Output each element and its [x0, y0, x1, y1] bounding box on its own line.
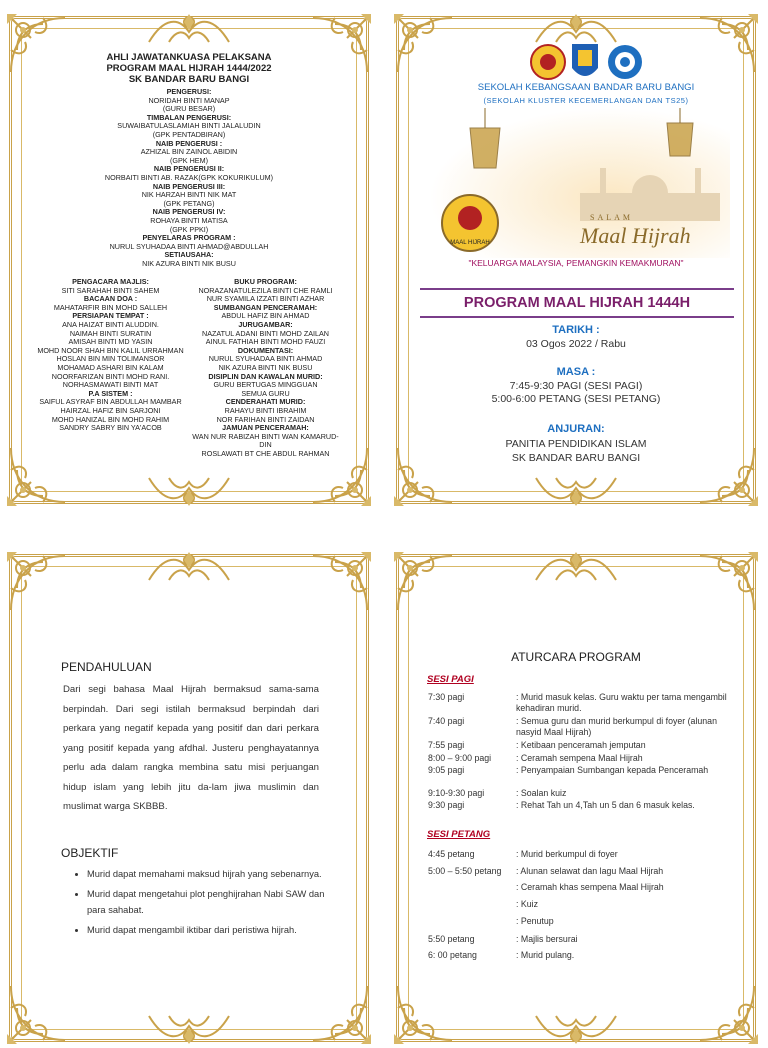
scroll-ornament-icon: [144, 550, 234, 590]
schedule-time: 4:45 petang: [428, 849, 475, 859]
list-item: • Murid dapat memahami maksud hijrah yang sebenarnya.: [87, 866, 337, 883]
committee-member: NAZATUL ADANI BINTI MOHD ZAILAN: [202, 328, 329, 338]
committee-member: SEMUA GURU: [241, 388, 290, 398]
committee-member: NIK HARZAH BINTI NIK MAT: [141, 190, 237, 200]
schedule-time: 9:10-9:30 pagi: [428, 788, 485, 798]
committee-role: PENYELARAS PROGRAM :: [142, 233, 236, 243]
committee-member: MAHATARFIR BIN MOHD SALLEH: [53, 302, 168, 312]
title-line: AHLI JAWATANKUASA PELAKSANA: [106, 52, 272, 63]
date-label: TARIKH :: [552, 324, 600, 336]
cover-panel: [390, 10, 762, 510]
committee-member: AZHIZAL BIN ZAINOL ABIDIN: [140, 147, 238, 157]
committee-member: NORHASMAWATI BINTI MAT: [62, 380, 159, 390]
introduction-text: Dari segi bahasa Maal Hijrah bermaksud sama-sama berpindah. Dari segi istilah bermaksud berpindah dari perkara yang negatif kepada yang positif dan dari perkara yang positif kepada yang afdhal. Justeru penghayatannya perlu ada dalam rangka membina satu misi perjuangan hidup islam yang lebih jitu da-lam jiwa muslimin dan muslimat warga SKBBB.: [63, 684, 319, 812]
schedule-activity: : Murid masuk kelas. Guru waktu per tama mengambil kehadiran murid.: [516, 692, 727, 713]
committee-role: JAMUAN PENCERAMAH:: [222, 423, 309, 433]
committee-role: NAIB PENGERUSI :: [155, 138, 223, 148]
schedule-time: 8:00 – 9:00 pagi: [428, 753, 492, 763]
committee-member: (GPK PPKI): [169, 224, 209, 234]
organizer-line-1: PANITIA PENDIDIKAN ISLAM: [505, 438, 647, 450]
schedule-activity: : Penyampaian Sumbangan kepada Penceramah: [516, 765, 709, 775]
scroll-ornament-icon: [144, 12, 234, 52]
scroll-ornament-icon: [531, 1006, 621, 1046]
program-title: PROGRAM MAAL HIJRAH 1444H: [420, 288, 734, 318]
time-label: MASA :: [556, 366, 596, 378]
committee-member: SAIFUL ASYRAF BIN ABDULLAH MAMBAR: [39, 397, 182, 407]
schedule-time: 5:50 petang: [428, 934, 475, 944]
objective-heading: OBJEKTIF: [61, 846, 119, 860]
schedule-activity: : Murid pulang.: [516, 950, 575, 960]
list-item: • Murid dapat mengambil iktibar dari peristiwa hijrah.: [87, 922, 337, 939]
scroll-ornament-icon: [144, 468, 234, 508]
committee-role: PENGERUSI:: [166, 87, 212, 96]
committee-member: ABDUL HAFIZ BIN AHMAD: [221, 311, 310, 321]
committee-member: (GPK PENTADBIRAN): [152, 129, 226, 139]
committee-role: NAIB PENGERUSI II:: [153, 164, 225, 174]
committee-title: [63, 52, 315, 85]
committee-role: NAIB PENGERUSI IV:: [152, 207, 226, 217]
committee-role: SETIAUSAHA:: [164, 250, 214, 260]
committee-member: (GURU BESAR): [162, 104, 216, 114]
committee-member: MOHD HANIZAL BIN MOHD RAHIM: [51, 414, 170, 424]
corner-ornament-icon: [390, 10, 460, 80]
committee-role: CENDERAHATI MURID:: [225, 397, 306, 407]
corner-ornament-icon: [305, 10, 375, 80]
committee-role: P.A SISTEM :: [88, 388, 133, 398]
committee-member: ROSLAWATI BT CHE ABDUL RAHMAN: [201, 448, 330, 458]
committee-panel: [3, 10, 375, 510]
maal-hijrah-badge-icon: [442, 195, 498, 251]
committee-role: PERSIAPAN TEMPAT :: [72, 311, 149, 321]
committee-member: HAIRZAL HAFIZ BIN SARJONI: [60, 405, 161, 415]
schedule-activity: : Kuiz: [516, 899, 539, 909]
committee-member: SANDRY SABRY BIN YA'ACOB: [59, 423, 162, 433]
schedule-time: 9:30 pagi: [428, 800, 465, 810]
date-value: 03 Ogos 2022 / Rabu: [526, 338, 626, 350]
schedule-time: 7:40 pagi: [428, 716, 465, 726]
title-line: SK BANDAR BARU BANGI: [128, 74, 250, 85]
schedule-activity: : Soalan kuiz: [516, 788, 567, 798]
committee-member: AMISAH BINTI MD YASIN: [68, 337, 153, 347]
schedule-heading: ATURCARA PROGRAM: [511, 650, 641, 664]
committee-role: SUMBANGAN PENCERAMAH:: [213, 302, 318, 312]
committee-member: NORIDAH BINTI MANAP: [148, 95, 230, 105]
scroll-ornament-icon: [531, 12, 621, 52]
schedule-time: 6: 00 petang: [428, 950, 477, 960]
school-name: SEKOLAH KEBANGSAAN BANDAR BARU BANGI: [477, 82, 695, 93]
committee-member: NURUL SYUHADAA BINTI AHMAD@ABDULLAH: [109, 241, 269, 251]
committee-member: NIK AZURA BINTI NIK BUSU: [218, 362, 313, 372]
corner-ornament-icon: [305, 440, 375, 510]
committee-member: NURUL SYUHADAA BINTI AHMAD: [208, 354, 323, 364]
committee-role: JURUGAMBAR:: [238, 319, 293, 329]
corner-ornament-icon: [390, 548, 460, 618]
committee-member: HOSLAN BIN MIN TOLIMANSOR: [56, 354, 165, 364]
corner-ornament-icon: [390, 440, 460, 510]
committee-role: NAIB PENGERUSI III:: [152, 181, 226, 191]
schedule-activity: : Majlis bersurai: [516, 934, 578, 944]
maal-hijrah-banner: [430, 108, 730, 258]
schedule-activity: : Rehat Tah un 4,Tah un 5 dan 6 masuk kelas.: [516, 800, 695, 810]
title-line: PROGRAM MAAL HIJRAH 1444/2022: [106, 63, 272, 74]
committee-role: BACAAN DOA :: [83, 294, 138, 304]
committee-member: SUWAIBATULASLAMIAH BINTI JALALUDIN: [117, 121, 261, 131]
badge-label: MAAL HIJRAH: [450, 240, 490, 246]
committee-right-column: [188, 278, 343, 458]
corner-ornament-icon: [305, 978, 375, 1048]
committee-role: PENGACARA MAJLIS:: [72, 277, 149, 286]
slogan: "KELUARGA MALAYSIA, PEMANGKIN KEMAKMURAN": [468, 258, 684, 268]
schedule-panel: [390, 548, 762, 1048]
schedule-time: 9:05 pagi: [428, 765, 465, 775]
schedule-time: 7:55 pagi: [428, 740, 465, 750]
schedule-time: 7:30 pagi: [428, 692, 465, 702]
introduction-panel: [3, 548, 375, 1048]
corner-ornament-icon: [692, 548, 762, 618]
time-value-morning: 7:45-9:30 PAGI (SESI PAGI): [509, 380, 643, 392]
banner-salam: SALAM: [590, 213, 634, 222]
committee-member: MOHAMAD ASHARI BIN KALAM: [57, 362, 164, 372]
objective-list: [63, 866, 337, 941]
committee-member: NORAZANATULEZILA BINTI CHE RAMLI: [198, 285, 333, 295]
time-value-evening: 5:00-6:00 PETANG (SESI PETANG): [491, 393, 661, 405]
corner-ornament-icon: [390, 978, 460, 1048]
committee-member: NUR SYAMILA IZZATI BINTI AZHAR: [206, 294, 325, 304]
committee-role: DOKUMENTASI:: [237, 345, 294, 355]
introduction-heading: PENDAHULUAN: [61, 660, 152, 674]
corner-ornament-icon: [3, 440, 73, 510]
committee-member: (GPK PETANG): [163, 198, 215, 208]
corner-ornament-icon: [692, 440, 762, 510]
committee-role: DISIPLIN DAN KAWALAN MURID:: [208, 371, 323, 381]
schedule-activity: : Penutup: [516, 916, 554, 926]
committee-member: NOR FARIHAN BINTI ZAIDAN: [216, 414, 315, 424]
committee-member: MOHD NOOR SHAH BIN KALIL URRAHMAN: [37, 345, 184, 355]
schedule-time: 5:00 – 5:50 petang: [428, 866, 502, 876]
corner-ornament-icon: [305, 548, 375, 618]
schedule-activity: : Ceramah sempena Maal Hijrah: [516, 753, 643, 763]
morning-session-label: SESI PAGI: [427, 674, 474, 685]
corner-ornament-icon: [3, 10, 73, 80]
committee-member: WAN NUR RABIZAH BINTI WAN KAMARUD-: [192, 431, 339, 441]
committee-member: NORBAITI BINTI AB. RAZAK(GPK KOKURIKULUM): [104, 172, 274, 182]
committee-member: AINUL FATHIAH BINTI MOHD FAUZI: [205, 337, 326, 347]
committee-left-column: [33, 278, 188, 433]
schedule-activity: : Semua guru dan murid berkumpul di foyer (alunan nasyid Maal Hijrah): [516, 716, 717, 737]
schedule-activity: : Alunan selawat dan lagu Maal Hijrah: [516, 866, 664, 876]
committee-role: BUKU PROGRAM:: [234, 277, 297, 286]
committee-member: RAHAYU BINTI IBRAHIM: [224, 405, 307, 415]
scroll-ornament-icon: [531, 550, 621, 590]
schedule-activity: : Ketibaan penceramah jemputan: [516, 740, 646, 750]
committee-member: DIN: [259, 440, 272, 450]
committee-member: GURU BERTUGAS MINGGUAN: [213, 380, 318, 390]
list-item: • Murid dapat mengetahui plot penghijrahan Nabi SAW dan para sahabat.: [87, 886, 337, 919]
schedule-activity: : Murid berkumpul di foyer: [516, 849, 618, 859]
schedule-activity: : Ceramah khas sempena Maal Hijrah: [516, 882, 664, 892]
banner-title: Maal Hijrah: [580, 223, 691, 248]
committee-member: SITI SARAHAH BINTI SAHEM: [61, 285, 160, 295]
committee-main-list: [43, 88, 335, 268]
organizer-label: ANJURAN:: [547, 423, 605, 435]
corner-ornament-icon: [3, 978, 73, 1048]
evening-session-label: SESI PETANG: [427, 829, 491, 840]
scroll-ornament-icon: [144, 1006, 234, 1046]
committee-member: NAIMAH BINTI SURATIN: [69, 328, 152, 338]
corner-ornament-icon: [692, 978, 762, 1048]
committee-member: NOORFARIZAN BINTI MOHD RANI.: [51, 371, 170, 381]
committee-member: (GPK HEM): [170, 155, 208, 165]
school-cluster: (SEKOLAH KLUSTER KECEMERLANGAN DAN TS25): [483, 96, 689, 105]
corner-ornament-icon: [692, 10, 762, 80]
committee-member: ROHAYA BINTI MATISA: [150, 215, 228, 225]
organizer-line-2: SK BANDAR BARU BANGI: [511, 452, 641, 464]
committee-member: ANA HAIZAT BINTI ALUDDIN.: [62, 319, 159, 329]
committee-member: NIK AZURA BINTI NIK BUSU: [142, 258, 236, 268]
committee-role: TIMBALAN PENGERUSI:: [146, 112, 232, 122]
scroll-ornament-icon: [531, 468, 621, 508]
corner-ornament-icon: [3, 548, 73, 618]
